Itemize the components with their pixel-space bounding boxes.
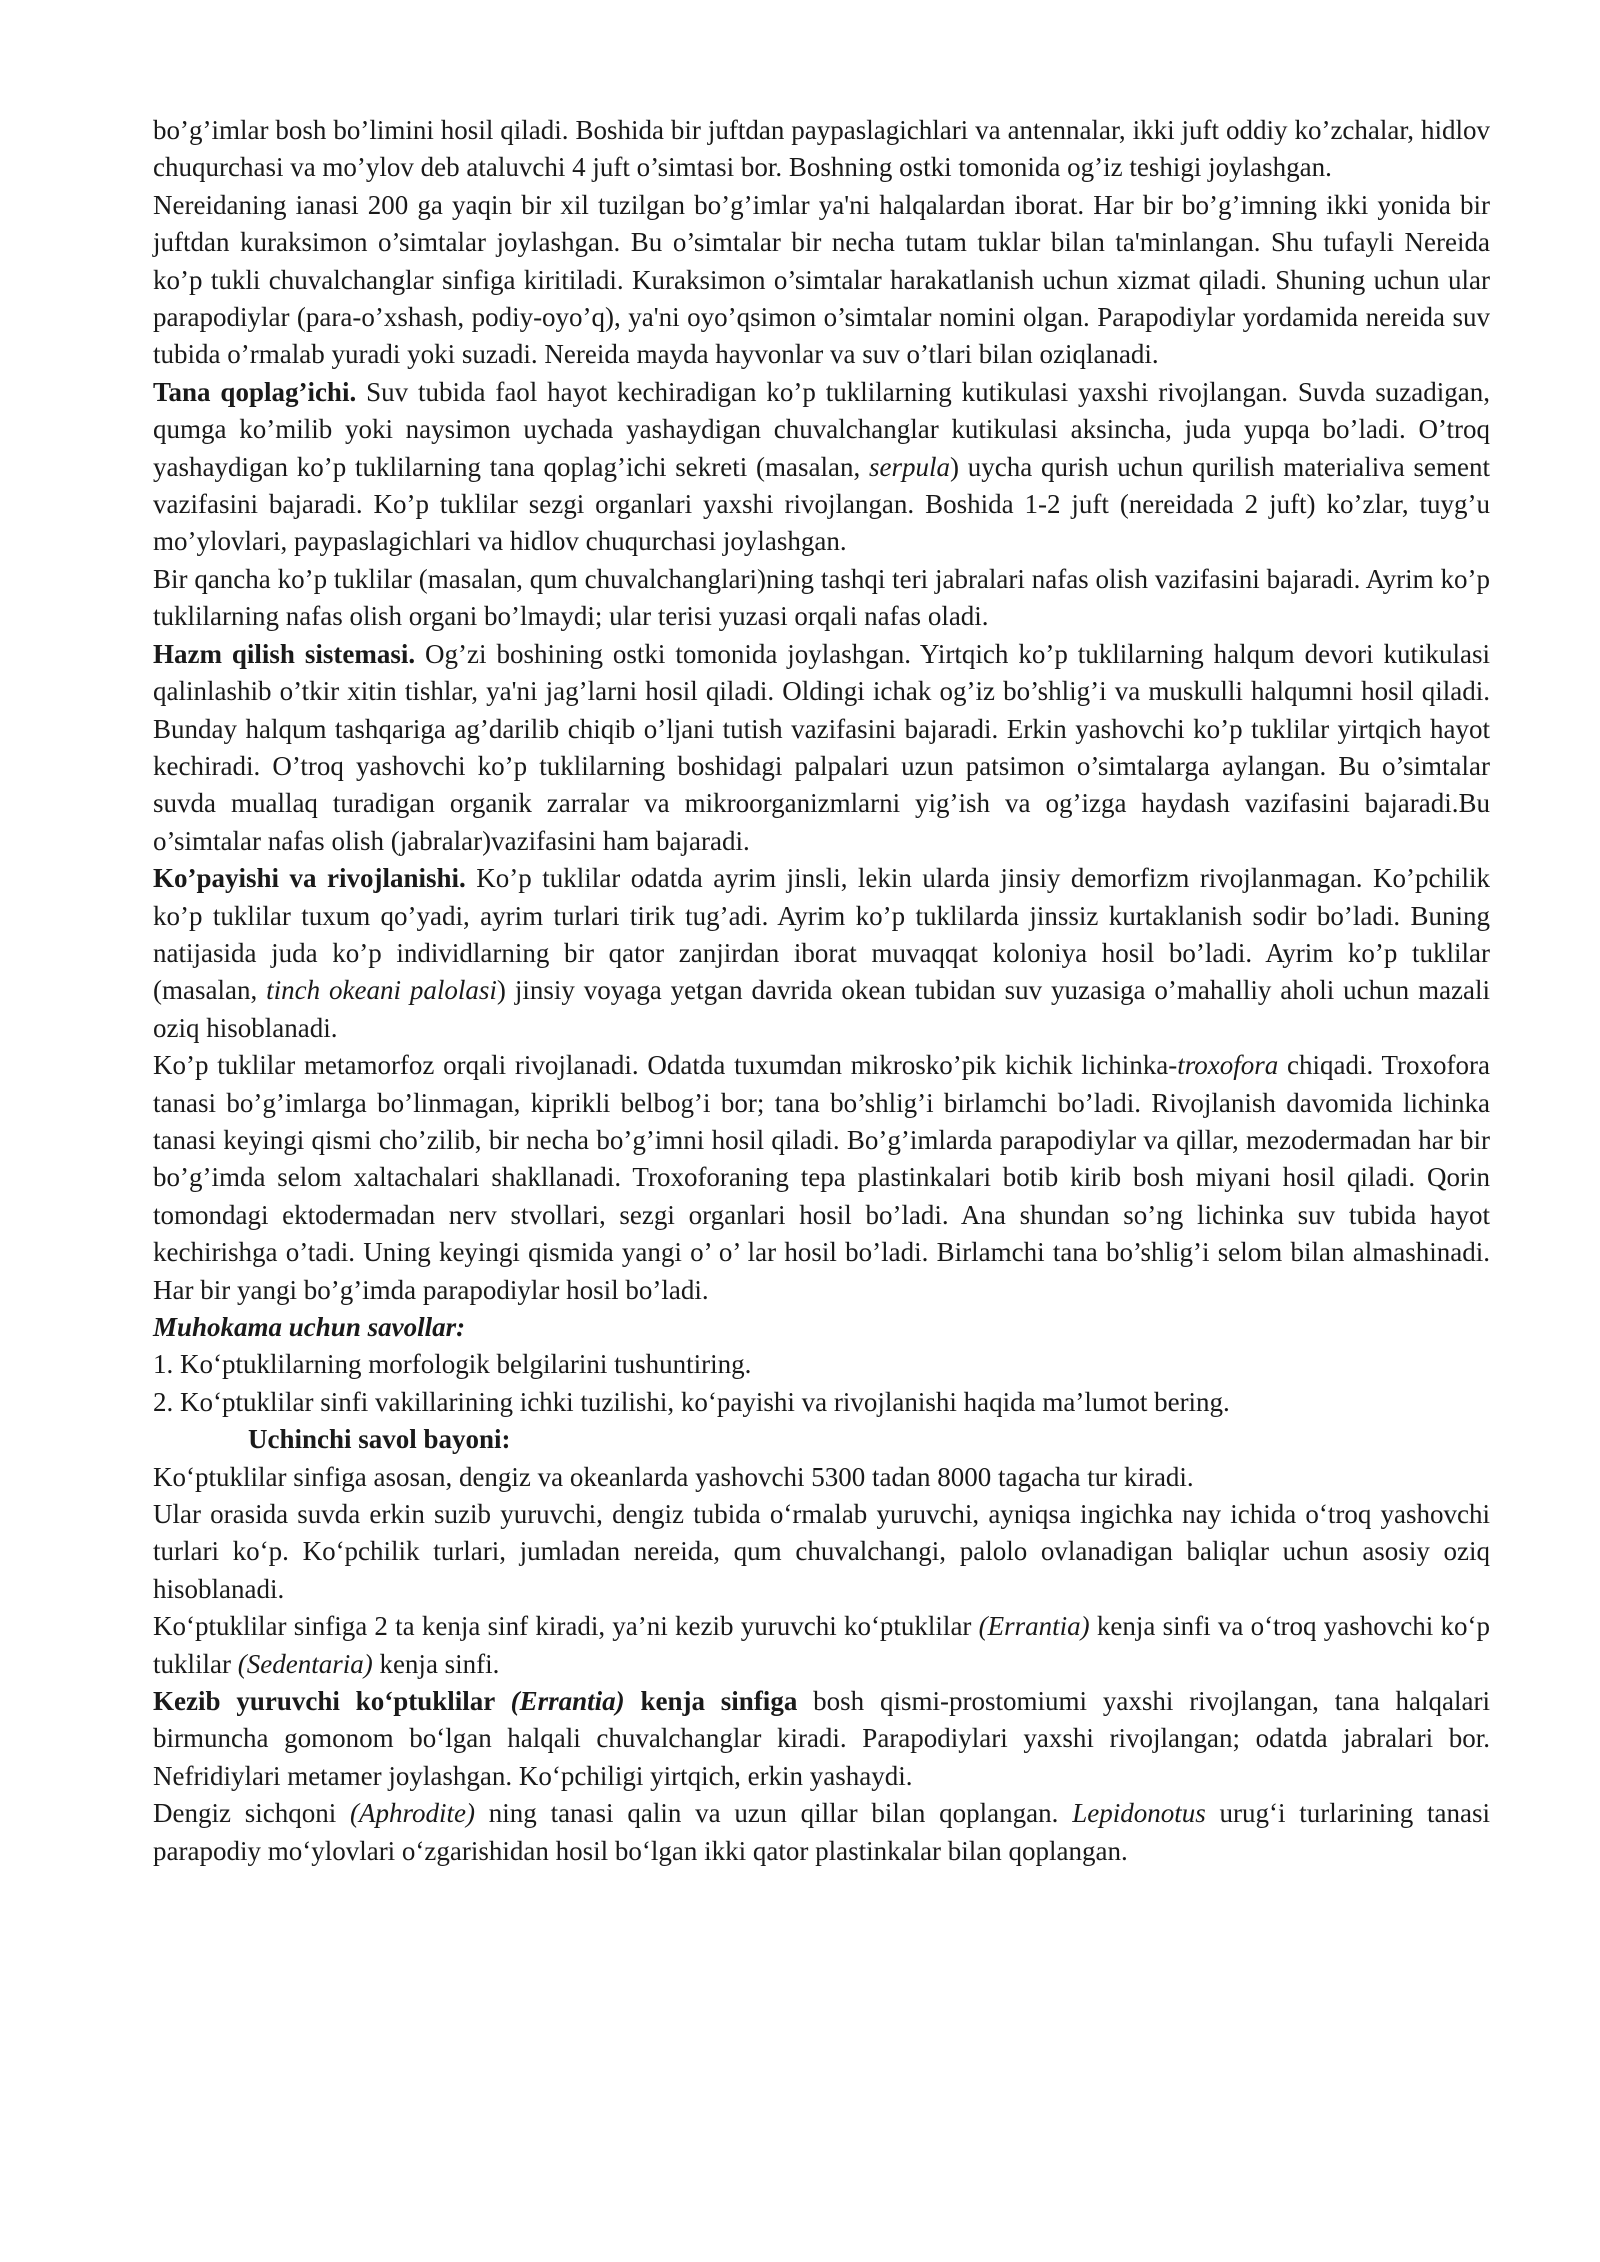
text: Ko’p tuklilar odatda ayrim jinsli, lekin ularda jinsiy demorfizm rivojlanmagan. Ko’pchilik ko’p tuklilar tuxum qo’yadi, ayrim turlari tirik tug’adi. Ayrim ko’p tuklilarda jinssiz kurtaklanish sodir bo’ladi. Buning natijasida juda ko’p individlarning bir qator zanjirdan iborat muvaqqat koloniya hosil bo’ladi. Ayrim ko’p tuklilar (masalan,	[153, 863, 1490, 1006]
text: bosh qismi-prostomiumi yaxshi rivojlangan, tana halqalari birmuncha gomonom bo‘lgan halqali chuvalchanglar kiradi. Parapodiylari yaxshi rivojlangan; odatda jabralari bor. Nefridiylari metamer joylashgan. Ko‘pchiligi yirtqich, erkin yashaydi.	[153, 1686, 1491, 1791]
paragraph-body-covering	[153, 374, 1490, 561]
text: chiqadi. Troxofora tanasi bo’g’imlarga bo’linmagan, kiprikli belbog’i bor; tana bo’shlig’i birlamchi bo’ladi. Rivojlanish davomida lichinka tanasi keyingi qismi cho’zilib, bir necha bo’g’imni hosil qiladi. Bo’g’imlarda parapodiylar va qillar, mezodermadan har bir bo’g’imda selom xaltachalari shakllanadi. Troxoforaning tepa plastinkalari botib kirib bosh miyani hosil qiladi. Qorin tomondagi ektodermadan nerv stvollari, sezgi organlari hosil bo’ladi. Ana shundan so’ng lichinka suv tubida hayot kechirishga o’tadi. Uning keyingi qismida yangi o’ o’ lar hosil bo’ladi. Birlamchi tana bo’shlig’i selom bilan almashinadi. Har bir yangi bo’g’imda parapodiylar hosil bo’ladi.	[153, 1050, 1490, 1305]
text: Og’zi boshining ostki tomonida joylashgan. Yirtqich ko’p tuklilarning halqum devori kutikulasi qalinlashib o’tkir xitin tishlar, ya'ni jag’larni hosil qiladi. Oldingi ichak og’iz bo’shlig’i va muskulli halqumni hosil qiladi. Bunday halqum tashqariga ag’darilib chiqib o’ljani tutish vazifasini bajaradi. Erkin yashovchi ko’p tuklilar yirtqich hayot kechiradi. O’troq yashovchi ko’p tuklilarning boshidagi palpalari uzun patsimon o’simtalarga aylangan. Bu o’simtalar suvda muallaq turadigan organik zarralar va mikroorganizmlarni yig’ish va og’izga haydash vazifasini bajaradi.Bu o’simtalar nafas olish (jabralar)vazifasini ham bajaradi.	[153, 638, 1490, 856]
italic-term: (Errantia)	[978, 1611, 1090, 1642]
third-question-heading-text: Uchinchi savol bayoni:	[248, 1424, 511, 1455]
text: kenja sinfi.	[372, 1648, 500, 1679]
paragraph-errantia	[153, 1683, 1490, 1795]
text: ) uycha qurish uchun qurilish materialiva sement vazifasini bajaradi. Ko’p tuklilar sezgi organlari yaxshi rivojlangan. Boshida 1-2 juft (nereidada 2 juft) ko’zlar, tuyg’u mo’ylovlari, paypaslagichlari va hidlov chuqurchasi joylashgan.	[153, 451, 1491, 557]
italic-term: troxofora	[1177, 1050, 1279, 1081]
paragraph-metamorphosis	[153, 1047, 1490, 1309]
paragraph-subclasses	[153, 1608, 1490, 1683]
italic-term: (Sedentaria)	[237, 1648, 373, 1679]
section-heading-reproduction: Ko’payishi va rivojlanishi.	[153, 863, 466, 894]
text: Ko’p tuklilar metamorfoz orqali rivojlanadi. Odatda tuxumdan mikrosko’pik kichik lichinka-	[153, 1050, 1178, 1081]
question-2: 2. Ko‘ptuklilar sinfi vakillarining ichki tuzilishi, ko‘payishi va rivojlanishi haqida ma’lumot bering.	[153, 1386, 1230, 1417]
italic-term: (Errantia)	[510, 1686, 625, 1717]
paragraph-respiration: Bir qancha ko’p tuklilar (masalan, qum chuvalchanglari)ning tashqi teri jabralari nafas olish vazifasini bajaradi. Ayrim ko’p tuklilarning nafas olish organi bo’lmaydi; ular terisi yuzasi orqali nafas oladi.	[153, 563, 1490, 632]
discussion-heading-text: Muhokama uchun savollar:	[153, 1312, 466, 1342]
italic-term: tinch okeani palolasi	[266, 975, 497, 1006]
paragraph-reproduction	[153, 860, 1490, 1047]
paragraph-digestive-system	[153, 636, 1490, 860]
discussion-heading	[153, 1309, 1490, 1346]
third-question-heading	[153, 1421, 1490, 1458]
text: Suv tubida faol hayot kechiradigan ko’p tuklilarning kutikulasi yaxshi rivojlangan. Suvda suzadigan, qumga ko’milib yoki naysimon uychada yashaydigan chuvalchanglar kutikulasi aksincha, juda yupqa bo’ladi. O’troq yashaydigan ko’p tuklilarning tana qoplag’ichi sekreti (masalan,	[153, 376, 1490, 482]
text: Ko‘ptuklilar sinfiga 2 ta kenja sinf kiradi, ya’ni kezib yuruvchi ko‘ptuklilar	[153, 1611, 979, 1642]
paragraph-head-segments: bo’g’imlar bosh bo’limini hosil qiladi. Boshida bir juftdan paypaslagichlari va antennalar, ikki juft oddiy ko’zchalar, hidlov chuqurchasi va mo’ylov deb ataluvchi 4 juft o’simtasi bor. Boshning ostki tomonida og’iz teshigi joylashgan.	[153, 115, 1490, 183]
question-1: 1. Ko‘ptuklilarning morfologik belgilarini tushuntiring.	[153, 1349, 752, 1380]
paragraph-species-count: Ko‘ptuklilar sinfiga asosan, dengiz va okeanlarda yashovchi 5300 tadan 8000 tagacha tur kiradi.	[153, 1461, 1194, 1492]
paragraph-aphrodite	[153, 1795, 1490, 1870]
text: ning tanasi qalin va uzun qillar bilan qoplangan.	[475, 1798, 1073, 1829]
text: Dengiz sichqoni	[153, 1798, 351, 1829]
text: ) jinsiy voyaga yetgan davrida okean tubidan suv yuzasiga o’mahalliy aholi uchun mazali oziq hisoblanadi.	[153, 975, 1491, 1043]
italic-term: (Aphrodite)	[350, 1798, 475, 1829]
text: urug‘i turlarining tanasi parapodiy mo‘ylovlari o‘zgarishidan hosil bo‘lgan ikki qator plastinkalar bilan qoplangan.	[153, 1798, 1490, 1866]
italic-term: Lepidonotus	[1072, 1798, 1206, 1829]
paragraph-nereida-body: Nereidaning ianasi 200 ga yaqin bir xil tuzilgan bo’g’imlar ya'ni halqalardan iborat. Har bir bo’g’imning ikki yonida bir juftdan kuraksimon o’simtalar joylashgan. Bu o’simtalar bir necha tutam tuklar bilan ta'minlangan. Shu tufayli Nereida ko’p tukli chuvalchanglar sinfiga kiritiladi. Kuraksimon o’simtalar harakatlanish uchun xizmat qiladi. Shuning uchun ular parapodiylar (para-o’xshash, podiy-oyo’q), ya'ni oyo’qsimon o’simtalar nomini olgan. Parapodiylar yordamida nereida suv tubida o’rmalab yuradi yoki suzadi. Nereida mayda hayvonlar va suv o’tlari bilan oziqlanadi.	[153, 189, 1490, 370]
italic-term: serpula	[868, 451, 950, 482]
section-heading-body-covering: Tana qoplag’ichi.	[153, 376, 357, 407]
paragraph-habitats: Ular orasida suvda erkin suzib yuruvchi, dengiz tubida o‘rmalab yuruvchi, ayniqsa ingichka nay ichida o‘troq yashovchi turlari ko‘p. Ko‘pchilik turlari, jumladan nereida, qum chuvalchangi, palolo ovlanadigan baliqlar uchun asosiy oziq hisoblanadi.	[153, 1499, 1490, 1604]
bold-lead: Kezib yuruvchi ko‘ptuklilar (Errantia) kenja sinfiga	[153, 1686, 798, 1717]
section-heading-digestive-system: Hazm qilish sistemasi.	[153, 638, 416, 669]
text: kenja sinfi va o‘troq yashovchi ko‘p tuklilar	[153, 1611, 1490, 1679]
